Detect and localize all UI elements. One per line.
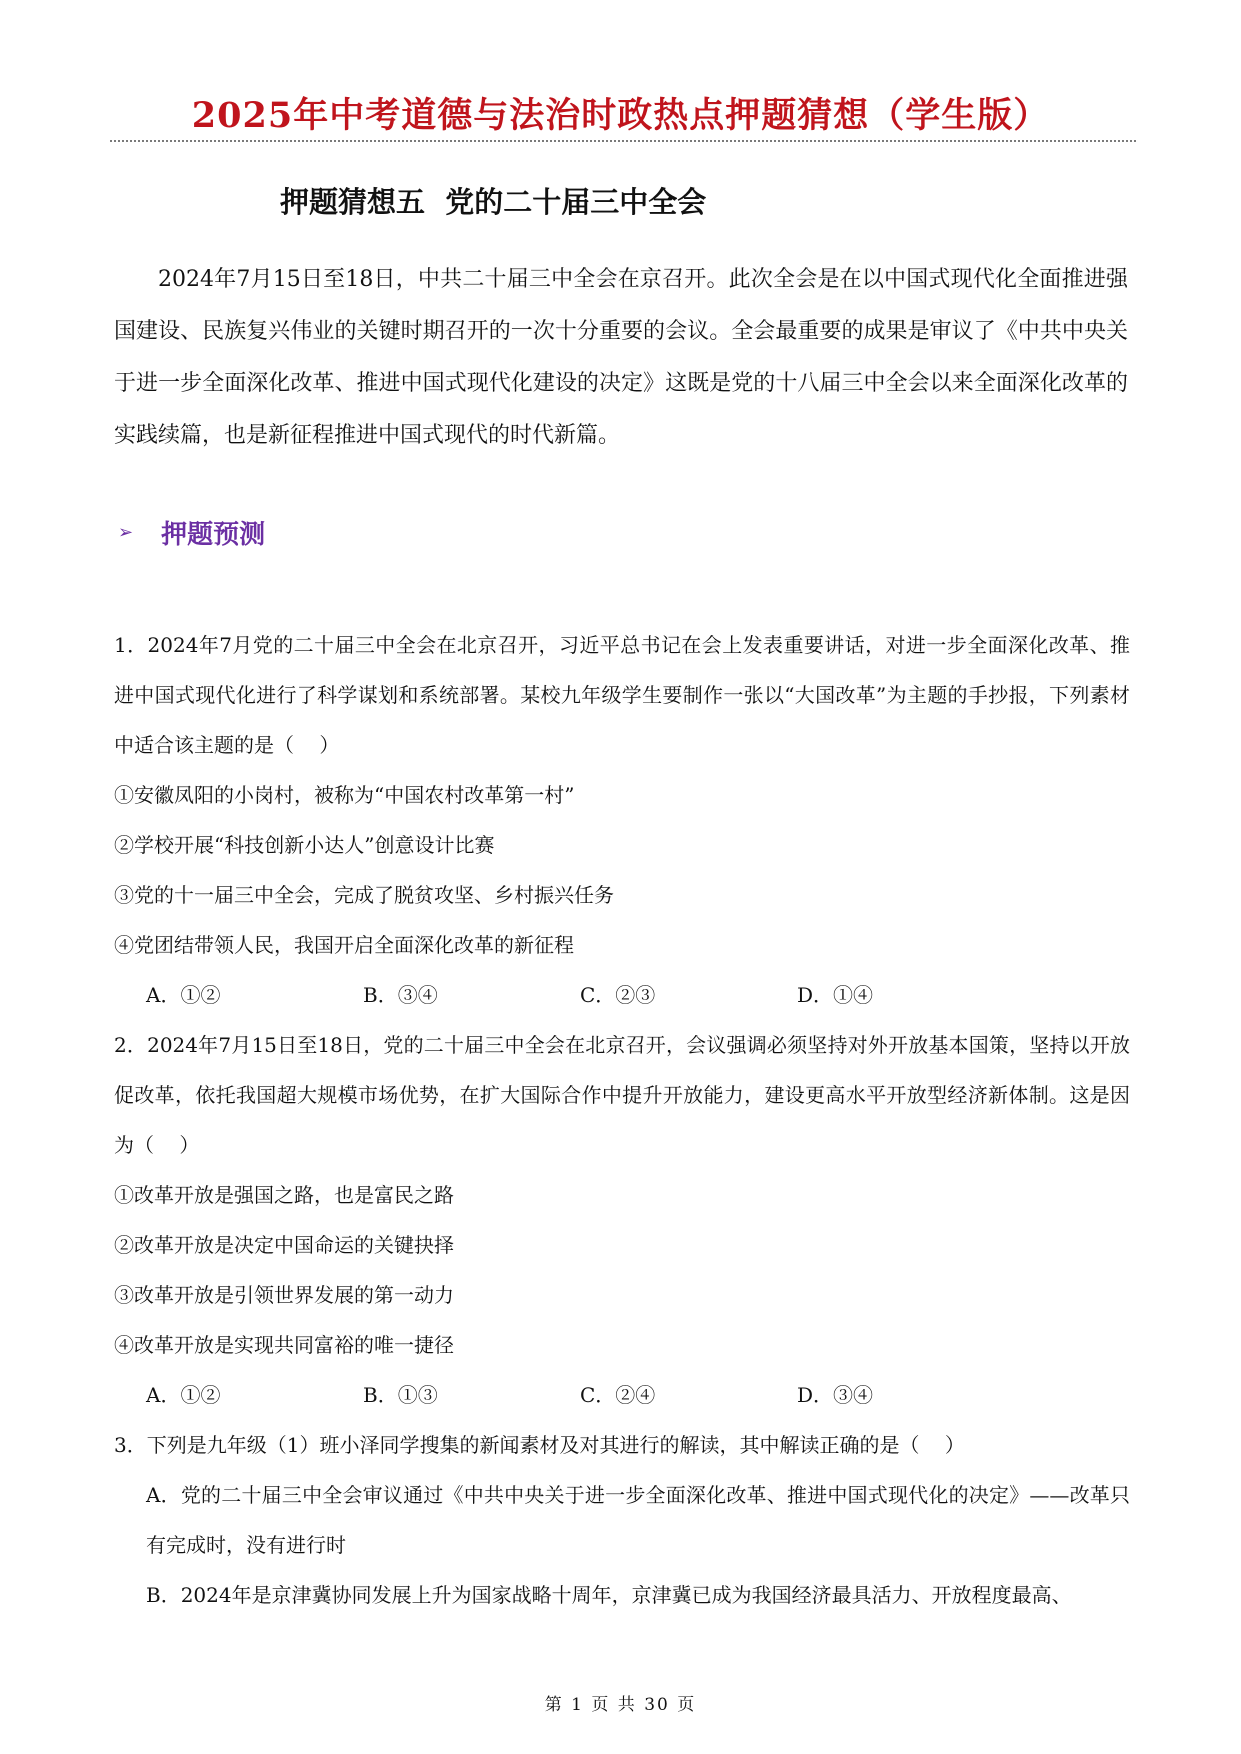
statement: ④党团结带领人民，我国开启全面深化改革的新征程 bbox=[114, 933, 574, 957]
question-stem: 3．下列是九年级（1）班小泽同学搜集的新闻素材及对其进行的解读，其中解读正确的是（ ） bbox=[114, 1433, 965, 1457]
statement: ②改革开放是决定中国命运的关键抉择 bbox=[114, 1233, 454, 1257]
question-list bbox=[114, 620, 1130, 1620]
question-3 bbox=[114, 1420, 1130, 1620]
prediction-heading-label: 押题预测 bbox=[161, 520, 266, 550]
option-a[interactable]: A．党的二十届三中全会审议通过《中共中央关于进一步全面深化改革、推进中国式现代化的决定》——改革只有完成时，没有进行时 bbox=[146, 1483, 1130, 1557]
intro-paragraph: 2024年7月15日至18日，中共二十届三中全会在京召开。此次全会是在以中国式现代化全面推进强国建设、民族复兴伟业的关键时期召开的一次十分重要的会议。全会最重要的成果是审议了《中共中央关于进一步全面深化改革、推进中国式现代化建设的决定》这既是党的十八届三中全会以来全面深化改革的实践续篇，也是新征程推进中国式现代的时代新篇。 bbox=[114, 267, 1128, 448]
statement: ③党的十一届三中全会，完成了脱贫攻坚、乡村振兴任务 bbox=[114, 883, 614, 907]
option-b[interactable]: B．①③ bbox=[363, 1383, 438, 1407]
answer-options bbox=[114, 970, 1130, 1020]
option-b[interactable]: B．③④ bbox=[363, 983, 438, 1007]
page-number-footer: 第 1 页 共 30 页 bbox=[544, 1695, 697, 1715]
option-a[interactable]: A．①② bbox=[146, 1383, 221, 1407]
statement: ①改革开放是强国之路，也是富民之路 bbox=[114, 1183, 454, 1207]
statement: ③改革开放是引领世界发展的第一动力 bbox=[114, 1283, 454, 1307]
statement: ④改革开放是实现共同富裕的唯一捷径 bbox=[114, 1333, 454, 1357]
answer-options bbox=[114, 1370, 1130, 1420]
option-c[interactable]: C．②④ bbox=[580, 1383, 656, 1407]
question-2 bbox=[114, 1020, 1130, 1420]
question-stem: 1．2024年7月党的二十届三中全会在北京召开，习近平总书记在会上发表重要讲话，对进一步全面深化改革、推进中国式现代化进行了科学谋划和系统部署。某校九年级学生要制作一张以“大国改革”为主题的手抄报，下列素材中适合该主题的是（ ） bbox=[114, 633, 1130, 757]
option-d[interactable]: D．③④ bbox=[797, 1383, 874, 1407]
statement: ①安徽凤阳的小岗村，被称为“中国农村改革第一村” bbox=[114, 783, 575, 807]
section-title: 押题猜想五 党的二十届三中全会 bbox=[280, 185, 707, 219]
option-c[interactable]: C．②③ bbox=[580, 983, 656, 1007]
arrow-right-icon: ➢ bbox=[118, 522, 134, 543]
option-a[interactable]: A．①② bbox=[146, 983, 221, 1007]
question-1 bbox=[114, 620, 1130, 1020]
question-stem: 2．2024年7月15日至18日，党的二十届三中全会在北京召开，会议强调必须坚持对外开放基本国策，坚持以开放促改革，依托我国超大规模市场优势，在扩大国际合作中提升开放能力，建设更高水平开放型经济新体制。这是因为（ ） bbox=[114, 1033, 1130, 1157]
page-title: 2025年中考道德与法治时政热点押题猜想（学生版） bbox=[191, 95, 1050, 136]
title-divider bbox=[110, 140, 1136, 142]
option-b[interactable]: B．2024年是京津冀协同发展上升为国家战略十周年，京津冀已成为我国经济最具活力、开放程度最高、 bbox=[146, 1583, 1072, 1607]
option-d[interactable]: D．①④ bbox=[797, 983, 874, 1007]
statement: ②学校开展“科技创新小达人”创意设计比赛 bbox=[114, 833, 495, 857]
prediction-heading bbox=[118, 514, 265, 551]
